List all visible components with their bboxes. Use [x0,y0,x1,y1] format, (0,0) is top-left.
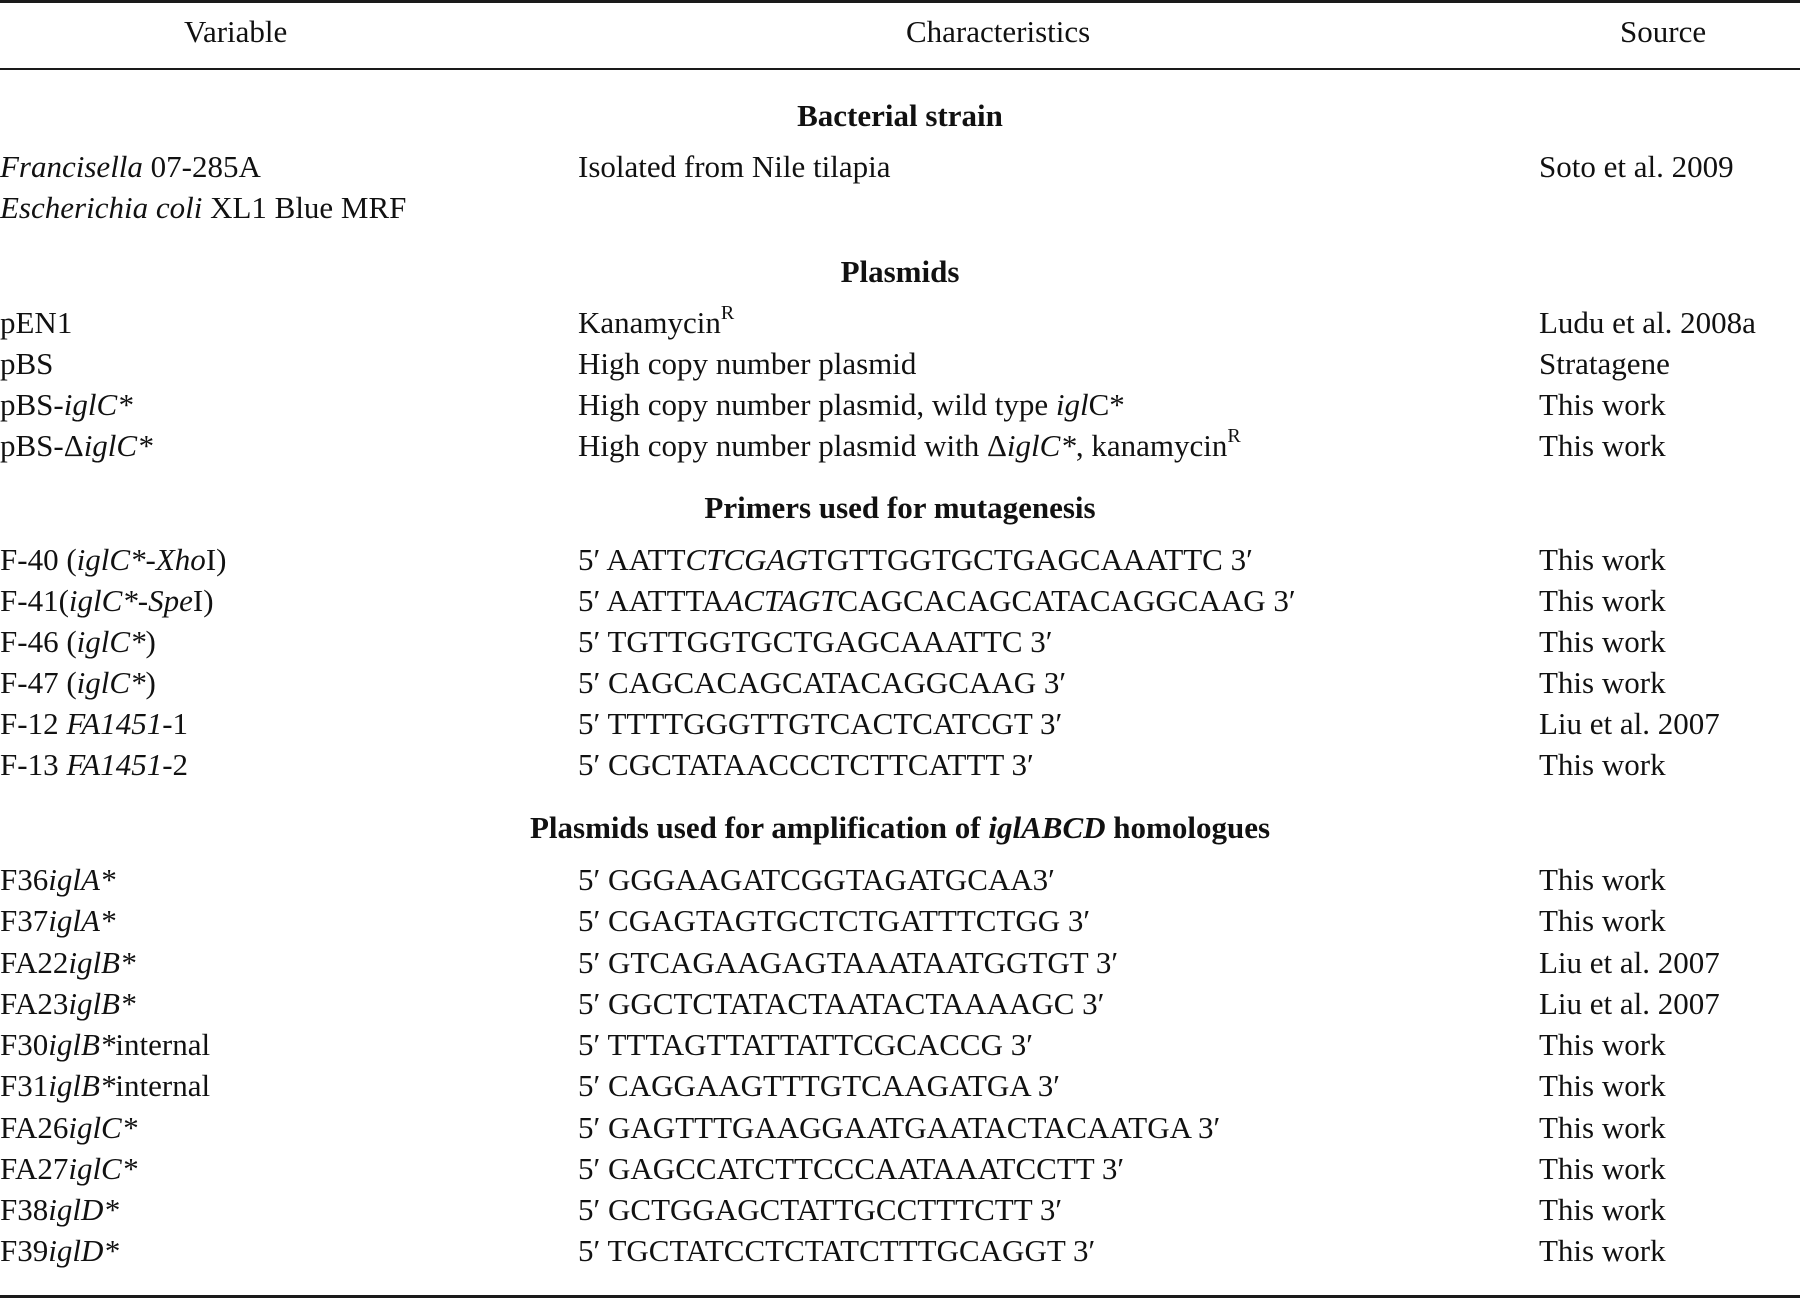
cell-source: This work [1539,903,1666,938]
cell-source: This work [1539,862,1666,897]
cell-variable: F-46 (iglC*) [0,624,156,659]
cell-characteristics: 5′ AATTTAACTAGTCAGCACAGCATACAGGCAAG 3′ [578,583,1296,618]
header-source: Source [1620,14,1707,49]
cell-source: This work [1539,1110,1666,1145]
cell-characteristics: 5′ CGAGTAGTGCTCTGATTTCTGG 3′ [578,903,1091,938]
cell-variable: F36iglA* [0,862,116,897]
cell-characteristics: 5′ GCTGGAGCTATTGCCTTTCTT 3′ [578,1192,1063,1227]
cell-source: Stratagene [1539,346,1670,381]
cell-characteristics: Kanamycin$^R$ [578,301,735,340]
header-characteristics: Characteristics [906,14,1091,49]
cell-characteristics: 5′ TGTTGGTGCTGAGCAAATTC 3′ [578,624,1053,659]
cell-characteristics: High copy number plasmid [578,346,917,381]
cell-characteristics: 5′ CGCTATAACCCTCTTCATTT 3′ [578,747,1034,782]
cell-source: This work [1539,1192,1666,1227]
cell-characteristics: 5′ GTCAGAAGAGTAAATAATGGTGT 3′ [578,945,1119,980]
cell-variable: F-12 FA1451-1 [0,706,189,741]
cell-source: This work [1539,1068,1666,1103]
section-title: Primers used for mutagenesis [704,490,1096,525]
table-top-rule [0,0,1800,3]
section-title: Plasmids used for amplification of iglABCD homologues [529,810,1271,845]
cell-source: This work [1539,1233,1666,1268]
cell-variable: FA27iglC* [0,1151,138,1186]
cell-source: Liu et al. 2007 [1539,986,1720,1021]
cell-characteristics: 5′ TTTTGGGTTGTCACTCATCGT 3′ [578,706,1063,741]
cell-source: This work [1539,542,1666,577]
cell-characteristics: 5′ GAGCCATCTTCCCAATAAATCCTT 3′ [578,1151,1125,1186]
cell-characteristics: 5′ AATTCTCGAGTGTTGGTGCTGAGCAAATTC 3′ [578,542,1253,577]
cell-variable: F38iglD* [0,1192,119,1227]
cell-characteristics: 5′ TGCTATCCTCTATCTTTGCAGGT 3′ [578,1233,1096,1268]
cell-source: This work [1539,747,1666,782]
cell-characteristics: High copy number plasmid, wild type iglC* [578,387,1125,422]
cell-variable: pBS-iglC* [0,387,133,422]
cell-source: This work [1539,387,1666,422]
cell-variable: pBS [0,346,54,381]
cell-variable: FA23iglB* [0,986,136,1021]
cell-source: Soto et al. 2009 [1539,149,1734,184]
cell-variable: pBS-ΔiglC* [0,428,153,463]
cell-variable: F-13 FA1451-2 [0,747,189,782]
cell-source: This work [1539,583,1666,618]
cell-variable: F-41(iglC*-SpeI) [0,583,214,618]
cell-characteristics: 5′ CAGGAAGTTTGTCAAGATGA 3′ [578,1068,1060,1103]
cell-characteristics: 5′ GAGTTTGAAGGAATGAATACTACAATGA 3′ [578,1110,1221,1145]
cell-characteristics: 5′ CAGCACAGCATACAGGCAAG 3′ [578,665,1067,700]
cell-source: This work [1539,624,1666,659]
table-header-rule [0,68,1800,70]
cell-characteristics: 5′ TTTAGTTATTATTCGCACCG 3′ [578,1027,1034,1062]
cell-characteristics: 5′ GGGAAGATCGGTAGATGCAA3′ [578,862,1055,897]
cell-variable: Escherichia coli XL1 Blue MRF [0,190,407,225]
cell-variable: F-47 (iglC*) [0,665,156,700]
cell-source: This work [1539,1151,1666,1186]
cell-source: This work [1539,665,1666,700]
cell-variable: F31iglB*internal [0,1068,211,1103]
cell-characteristics: Isolated from Nile tilapia [578,149,891,184]
cell-characteristics: High copy number plasmid with ΔiglC*, kanamycin$^R$ [578,424,1241,463]
section-title: Bacterial strain [797,98,1003,133]
cell-variable: F37iglA* [0,903,116,938]
cell-variable: FA26iglC* [0,1110,138,1145]
section-title: Plasmids [840,254,960,289]
header-variable: Variable [184,14,288,49]
cell-source: Ludu et al. 2008a [1539,305,1756,340]
cell-variable: F-40 (iglC*-XhoI) [0,542,227,577]
cell-variable: pEN1 [0,305,73,340]
cell-source: Liu et al. 2007 [1539,706,1720,741]
cell-variable: F30iglB*internal [0,1027,211,1062]
cell-source: Liu et al. 2007 [1539,945,1720,980]
cell-source: This work [1539,1027,1666,1062]
cell-variable: FA22iglB* [0,945,136,980]
cell-variable: F39iglD* [0,1233,119,1268]
cell-characteristics: 5′ GGCTCTATACTAATACTAAAAGC 3′ [578,986,1105,1021]
cell-variable: Francisella 07-285A [0,149,261,184]
cell-source: This work [1539,428,1666,463]
